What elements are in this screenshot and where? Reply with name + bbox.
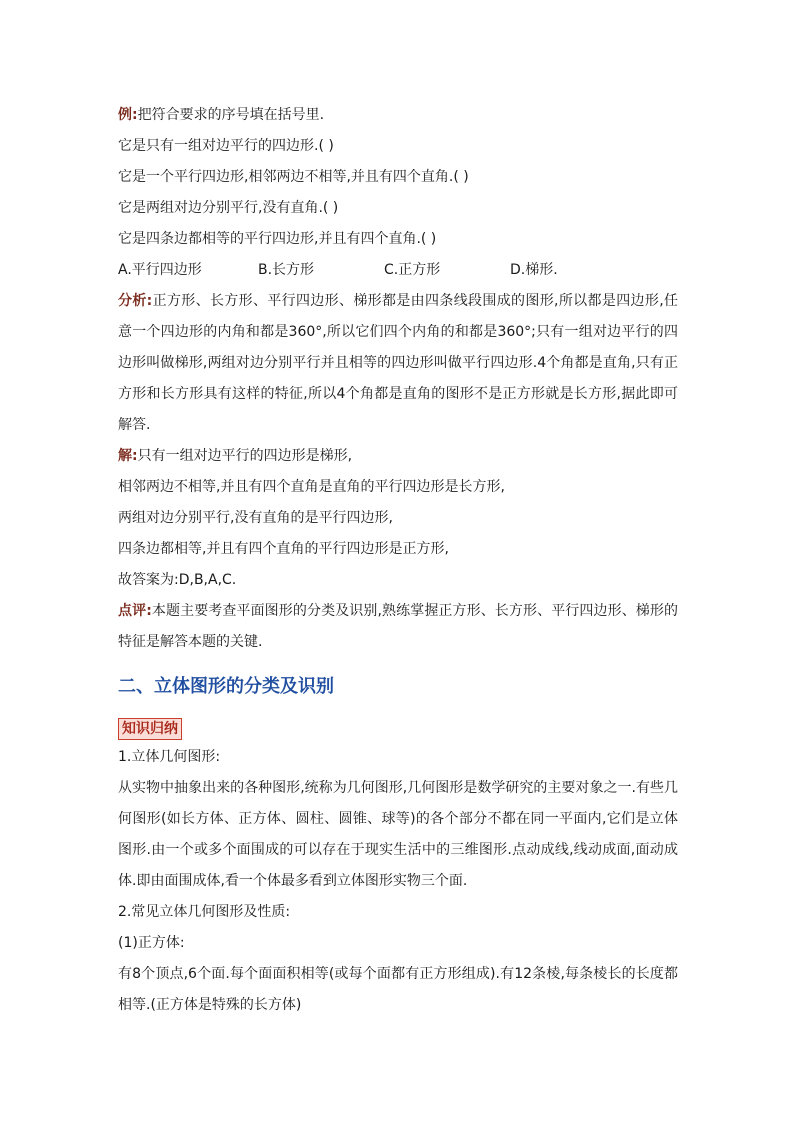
solution-line-3: 两组对边分别平行,没有直角的是平行四边形, (118, 510, 393, 526)
item-2-title: 2.常见立体几何图形及性质: (118, 904, 291, 920)
solution-first-text: 只有一组对边平行的四边形是梯形, (137, 448, 353, 464)
solution-first-line (118, 441, 678, 472)
comment-paragraph (118, 596, 678, 658)
solution-answer: 故答案为:D,B,A,C. (118, 572, 237, 588)
example-question-2: 它是一个平行四边形,相邻两边不相等,并且有四个直角.( ) (118, 169, 469, 185)
item-1-text: 从实物中抽象出来的各种图形,统称为几何图形,几何图形是数学研究的主要对象之一.有些几何图形(如长方体、正方体、圆柱、圆锥、球等)的各个部分不都在同一平面内,它们是立体图形.由一个或多个面围成的可以存在于现实生活中的三维图形.点动成线,线动成面,面动成体.即由面围成体,看一个体最多看到立体图形实物三个面. (118, 780, 678, 889)
example-label: 例: (118, 107, 138, 123)
solution-label: 解: (118, 448, 138, 464)
analysis-paragraph (118, 286, 678, 441)
option-a: A.平行四边形 (118, 262, 202, 278)
document-content (118, 100, 678, 1021)
solution-line-4: 四条边都相等,并且有四个直角的平行四边形是正方形, (118, 541, 449, 557)
example-question-4: 它是四条边都相等的平行四边形,并且有四个直角.( ) (118, 231, 437, 247)
comment-label: 点评: (118, 603, 152, 619)
cube-text: 有8个顶点,6个面.每个面面积相等(或每个面都有正方形组成).有12条棱,每条棱长的长度都相等.(正方体是特殊的长方体) (118, 966, 678, 1013)
analysis-label: 分析: (118, 293, 153, 309)
example-question-3: 它是两组对边分别平行,没有直角.( ) (118, 200, 339, 216)
example-instruction-text: 把符合要求的序号填在括号里. (137, 107, 325, 123)
option-c: C.正方形 (384, 262, 441, 278)
example-question-1: 它是只有一组对边平行的四边形.( ) (118, 138, 334, 154)
knowledge-summary-tag: 知识归纳 (118, 718, 182, 740)
comment-text: 本题主要考查平面图形的分类及识别,熟练掌握正方形、长方形、平行四边形、梯形的特征是解答本题的关键. (118, 603, 678, 650)
option-b: B.长方形 (258, 262, 315, 278)
item-1-title: 1.立体几何图形: (118, 749, 221, 765)
example-options (118, 255, 678, 286)
cube-title: (1)正方体: (118, 935, 185, 951)
analysis-text: 正方形、长方形、平行四边形、梯形都是由四条线段围成的图形,所以都是四边形,任意一个四边形的内角和都是360°,所以它们四个内角的和都是360°;只有一组对边平行的四边形叫做梯形,两组对边分别平行并且相等的四边形叫做平行四边形.4个角都是直角,只有正方形和长方形具有这样的特征,所以4个角都是直角的图形不是正方形就是长方形,据此即可解答. (118, 293, 678, 433)
example-instruction (118, 100, 678, 131)
section-2-heading: 二、立体图形的分类及识别 (118, 676, 334, 697)
option-d: D.梯形. (510, 262, 558, 278)
solution-line-2: 相邻两边不相等,并且有四个直角是直角的平行四边形是长方形, (118, 479, 505, 495)
